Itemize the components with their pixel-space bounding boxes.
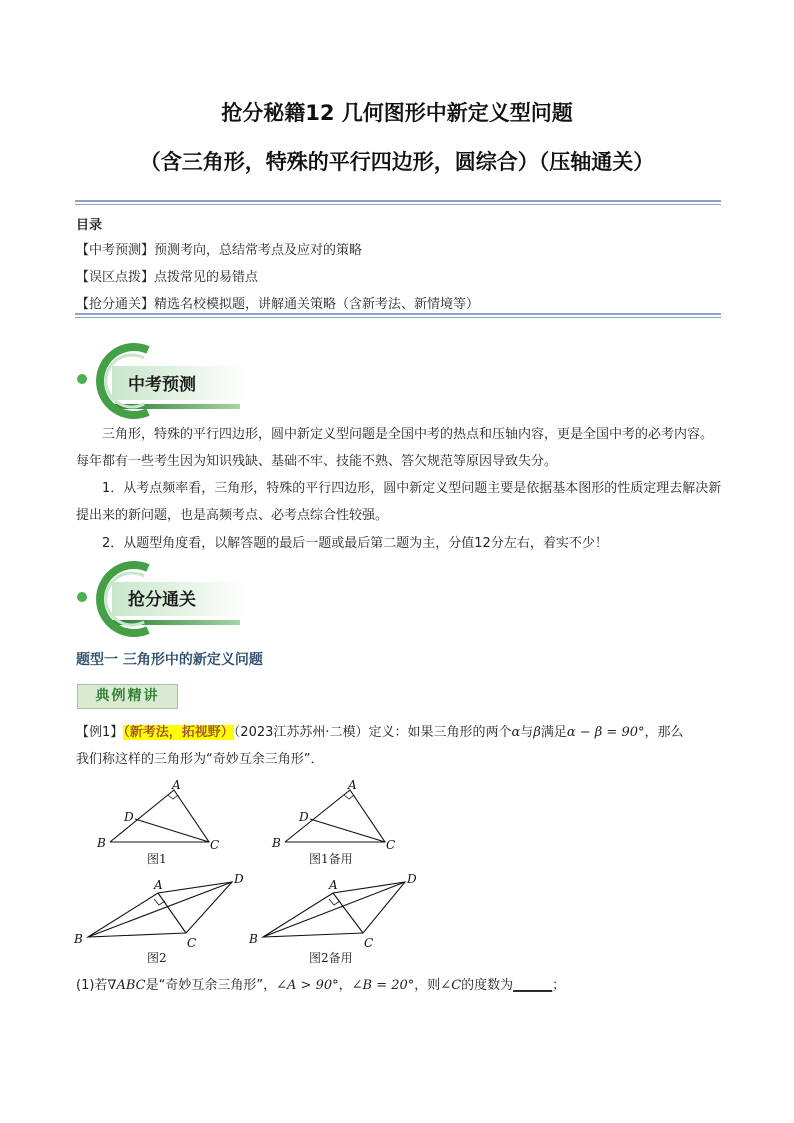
toc-item-tag: 【中考预测】 [76, 243, 155, 258]
q1-degree-text: 的度数为 [461, 978, 514, 993]
q1-triangle: ∇ABC [107, 978, 146, 993]
alpha-symbol: α [511, 725, 521, 740]
q1-answer-blank[interactable]: ______ [513, 978, 553, 993]
q1-angle-c: ∠C [440, 978, 462, 993]
fig1-label-C: C [210, 838, 220, 852]
toc-item-text: 预测考向，总结常考点及应对的策略 [154, 243, 363, 258]
fig1b-label-B: B [272, 836, 281, 850]
example-label: 典例精讲 [95, 688, 160, 704]
text-satisfy: 满足 [540, 725, 567, 740]
fig1b-caption: 图1备用 [309, 852, 353, 866]
fig2-label-D: D [234, 872, 244, 886]
toc-item-tag: 【抢分通关】 [76, 297, 155, 312]
example-1-statement [76, 719, 722, 773]
q1-angle-a: ∠A > 90° [276, 978, 339, 993]
fig2-label-A: A [154, 878, 163, 892]
fig1b-label-A: A [348, 778, 357, 792]
section-title-forecast: 中考预测 [128, 375, 196, 395]
q1-prefix: (1)若 [76, 978, 108, 993]
page-subtitle: （含三角形，特殊的平行四边形，圆综合）（压轴通关） [139, 150, 655, 174]
example-highlight: （新考法，拓视野） [123, 725, 234, 740]
fig2-caption: 图2 [147, 951, 167, 965]
fig1-label-B: B [97, 836, 106, 850]
toc-item[interactable] [76, 266, 258, 285]
fig1b-label-C: C [386, 838, 396, 852]
fig1-label-A: A [172, 778, 181, 792]
q1-then: ，则 [414, 978, 441, 993]
fig2b-label-B: B [249, 932, 258, 946]
toc-heading: 目录 [76, 218, 103, 233]
fig2b-label-A: A [329, 878, 338, 892]
text-then: ，那么 [644, 725, 684, 740]
example-label-box [77, 684, 178, 709]
beta-symbol: β [533, 725, 541, 740]
fig1-label-D: D [124, 810, 134, 824]
page-title: 抢分秘籍12 几何图形中新定义型问题 [221, 101, 573, 125]
toc-bottom-rule [75, 313, 721, 318]
section-title-pass: 抢分通关 [128, 590, 196, 610]
example-source: （2023江苏苏州·二模）定义：如果三角形的两个 [233, 725, 512, 740]
q1-end: ； [552, 978, 566, 993]
figures-area [74, 775, 728, 975]
forecast-paragraph: 1．从考点频率看，三角形，特殊的平行四边形，圆中新定义型问题主要是依据基本图形的性质定理去解决新提出来的新问题，也是高频考点、必考点综合性较强。 [76, 481, 722, 523]
fig1b-label-D: D [299, 810, 309, 824]
q1-angle-b: ∠B = 20° [351, 978, 415, 993]
toc-item[interactable] [76, 239, 362, 258]
toc-item[interactable] [76, 293, 479, 312]
toc-top-rule [75, 200, 721, 205]
condition-formula: α − β = 90° [566, 725, 645, 740]
fig2-label-C: C [187, 936, 197, 950]
q1-sep: ， [338, 978, 352, 993]
fig2b-caption: 图2备用 [309, 951, 353, 965]
question-1 [76, 972, 722, 999]
question-type-title: 题型一 三角形中的新定义问题 [76, 652, 263, 668]
geometry-figures [74, 775, 728, 975]
text-with: 与 [520, 725, 534, 740]
q1-text: 是“奇妙互余三角形”， [145, 978, 277, 993]
example-definition: 我们称这样的三角形为“奇妙互余三角形”． [76, 752, 324, 767]
toc-item-tag: 【误区点拨】 [76, 270, 155, 285]
fig2-label-B: B [74, 932, 83, 946]
forecast-paragraph: 三角形，特殊的平行四边形，圆中新定义型问题是全国中考的热点和压轴内容，更是全国中考的必考内容。每年都有一些考生因为知识残缺、基础不牢、技能不熟、答欠规范等原因导致失分。 [76, 427, 714, 469]
fig1-caption: 图1 [147, 852, 167, 866]
toc-item-text: 点拨常见的易错点 [154, 270, 259, 285]
example-tag: 【例1】 [76, 725, 124, 740]
fig2b-label-C: C [364, 936, 374, 950]
toc-item-text: 精选名校模拟题，讲解通关策略（含新考法、新情境等） [154, 297, 480, 312]
forecast-paragraph: 2．从题型角度看，以解答题的最后一题或最后第二题为主，分值12分左右，着实不少！ [102, 536, 608, 551]
fig2b-label-D: D [407, 872, 417, 886]
